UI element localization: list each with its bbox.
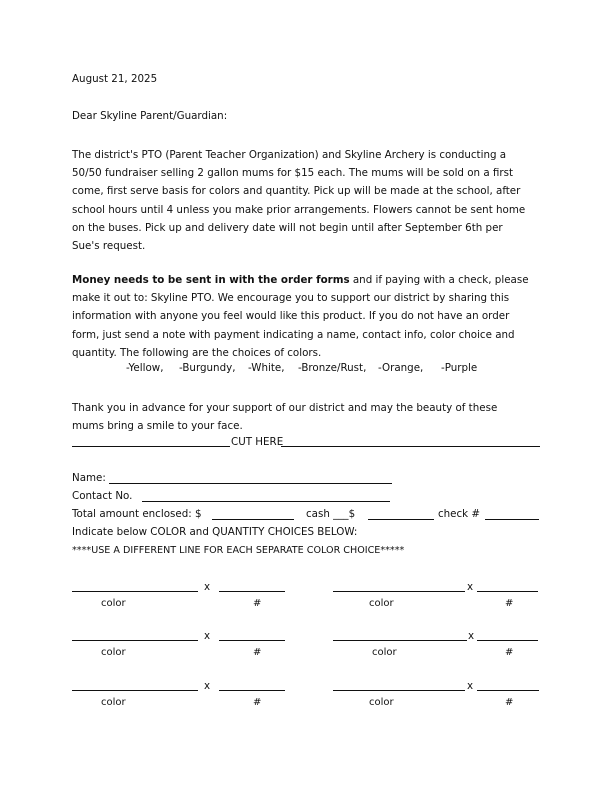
payment-line: form, just send a note with payment indicating a name, contact info, color choice and xyxy=(72,328,515,341)
payment-line: quantity. The following are the choices of colors. xyxy=(72,346,322,359)
intro-line: Sue's request. xyxy=(72,240,146,253)
contact-label: Contact No. xyxy=(72,490,133,502)
quantity-field[interactable] xyxy=(477,640,538,641)
color-field[interactable] xyxy=(72,640,198,641)
total-label: Total amount enclosed: $ xyxy=(72,508,202,520)
intro-line: on the buses. Pick up and delivery date will not begin until after September 6th per xyxy=(72,221,503,234)
times-sign: x xyxy=(204,581,211,593)
times-sign: x xyxy=(204,630,211,642)
color-option: -Orange, xyxy=(378,362,424,374)
quantity-field[interactable] xyxy=(219,690,285,691)
total-amount-field[interactable] xyxy=(212,519,294,520)
color-field[interactable] xyxy=(333,690,465,691)
cut-here-label: CUT HERE xyxy=(231,436,284,448)
color-option: -Burgundy, xyxy=(179,362,236,374)
thanks-paragraph xyxy=(72,399,542,435)
color-caption: color xyxy=(101,697,126,708)
intro-line: come, first serve basis for colors and quantity. Pick up will be made at the school, after xyxy=(72,185,521,198)
salutation: Dear Skyline Parent/Guardian: xyxy=(72,110,228,122)
thanks-line: Thank you in advance for your support of our district and may the beauty of these xyxy=(72,402,498,414)
name-label: Name: xyxy=(72,472,106,484)
separate-line-note: ****USE A DIFFERENT LINE FOR EACH SEPARATE COLOR CHOICE***** xyxy=(72,545,405,556)
payment-line-rest: and if paying with a check, please xyxy=(349,274,529,286)
payment-line xyxy=(72,271,542,289)
color-caption: color xyxy=(372,647,397,658)
color-field[interactable] xyxy=(72,591,198,592)
color-option: -Bronze/Rust, xyxy=(298,362,367,374)
bold-lead: Money needs to be sent in with the order forms xyxy=(72,274,350,286)
name-field[interactable] xyxy=(109,483,392,484)
cut-line-right xyxy=(281,446,540,447)
color-caption: color xyxy=(369,697,394,708)
cash-label: cash ___$ xyxy=(306,508,356,520)
quantity-field[interactable] xyxy=(477,690,539,691)
letter-date: August 21, 2025 xyxy=(72,73,158,85)
color-field[interactable] xyxy=(72,690,198,691)
cash-amount-field[interactable] xyxy=(368,519,434,520)
payment-paragraph xyxy=(72,271,542,362)
quantity-field[interactable] xyxy=(477,591,538,592)
color-option: -Yellow, xyxy=(126,362,164,374)
quantity-field[interactable] xyxy=(219,591,285,592)
quantity-caption: # xyxy=(505,647,514,658)
color-caption: color xyxy=(101,647,126,658)
quantity-caption: # xyxy=(253,598,262,609)
color-option: -White, xyxy=(248,362,285,374)
quantity-caption: # xyxy=(253,647,262,658)
intro-line: 50/50 fundraiser selling 2 gallon mums for $15 each. The mums will be sold on a first xyxy=(72,167,514,180)
intro-line: school hours until 4 unless you make prior arrangements. Flowers cannot be sent home xyxy=(72,203,526,216)
times-sign: x xyxy=(204,680,211,692)
times-sign: x xyxy=(467,680,474,692)
cut-line-left xyxy=(72,446,230,447)
contact-field[interactable] xyxy=(142,501,390,502)
payment-line: make it out to: Skyline PTO. We encourage you to support our district by sharing this xyxy=(72,292,510,305)
payment-line: information with anyone you feel would like this product. If you do not have an order xyxy=(72,310,510,323)
quantity-field[interactable] xyxy=(219,640,285,641)
color-option: -Purple xyxy=(441,362,478,374)
times-sign: x xyxy=(467,581,474,593)
intro-line: The district's PTO (Parent Teacher Organization) and Skyline Archery is conducting a xyxy=(72,149,507,161)
quantity-caption: # xyxy=(253,697,262,708)
indicate-instruction: Indicate below COLOR and QUANTITY CHOICES BELOW: xyxy=(72,526,358,538)
times-sign: x xyxy=(468,630,475,642)
quantity-caption: # xyxy=(505,598,514,609)
color-caption: color xyxy=(369,598,394,609)
color-caption: color xyxy=(101,598,126,609)
color-field[interactable] xyxy=(333,640,467,641)
intro-paragraph xyxy=(72,146,542,255)
color-field[interactable] xyxy=(333,591,465,592)
thanks-line: mums bring a smile to your face. xyxy=(72,420,243,433)
check-label: check # xyxy=(438,508,481,520)
check-number-field[interactable] xyxy=(485,519,539,520)
quantity-caption: # xyxy=(505,697,514,708)
